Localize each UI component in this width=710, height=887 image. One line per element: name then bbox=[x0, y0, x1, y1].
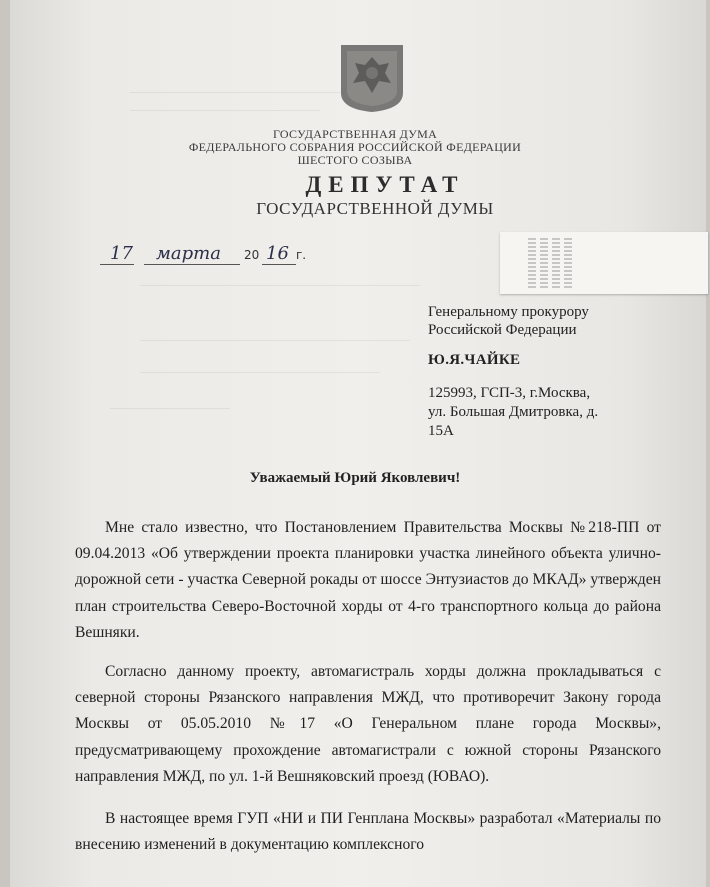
org-name-line3: ШЕСТОГО СОЗЫВА bbox=[297, 153, 413, 167]
date-underline bbox=[262, 264, 296, 265]
stamp-text-column bbox=[552, 238, 560, 288]
org-name-line1: ГОСУДАРСТВЕННАЯ ДУМА bbox=[272, 127, 438, 141]
addressee-name: Ю.Я.ЧАЙКЕ bbox=[428, 352, 521, 368]
date-year-prefix: 20 bbox=[244, 248, 260, 262]
addressee-position-line2: Российской Федерации bbox=[428, 322, 577, 338]
greeting: Уважаемый Юрий Яковлевич! bbox=[249, 470, 461, 486]
document-subtitle: ГОСУДАРСТВЕННОЙ ДУМЫ bbox=[256, 199, 494, 218]
stamp-text-column bbox=[540, 238, 548, 288]
body-paragraph: Согласно данному проекту, автомагистраль хорды должна прокладываться с северной стороны Рязанского направления МЖД, что противоречит Закону города Москвы от 05.05.2010 №17 «О Генеральном плане города Москвы», предусматривающему прохождение автомагистрали с южной стороны Рязанского направления МЖД, по ул. 1-й Вешняковский проезд (ЮВАО). bbox=[75, 663, 661, 785]
bleed-through-line bbox=[140, 372, 380, 373]
date-underline bbox=[144, 264, 240, 265]
addressee-address-line3: 15А bbox=[428, 423, 454, 439]
document-title: ДЕПУТАТ bbox=[305, 172, 465, 197]
body-paragraph: В настоящее время ГУП «НИ и ПИ Генплана Москвы» разработал «Материалы по внесению изменений в документацию комплексного bbox=[75, 810, 661, 854]
stamp-text-column bbox=[564, 238, 572, 288]
bleed-through-line bbox=[130, 92, 340, 93]
registration-stamp bbox=[500, 232, 708, 294]
addressee-position-line1: Генеральному прокурору bbox=[428, 304, 589, 320]
bleed-through-line bbox=[130, 110, 320, 111]
date-day: 17 bbox=[110, 243, 133, 264]
date-year-marker: г. bbox=[296, 248, 307, 262]
date-underline bbox=[100, 264, 134, 265]
body-paragraph: Мне стало известно, что Постановлением Правительства Москвы №218-ПП от 09.04.2013 «Об утверждении проекта планировки участка линейного объекта улично-дорожной сети - участка Северной рокады от шоссе Энтузиастов до МКАД» утвержден план строительства Северо-Восточной хорды от 4-го транспортного кольца до района Вешняки. bbox=[75, 519, 661, 641]
bleed-through-line bbox=[140, 340, 410, 341]
coat-of-arms-icon bbox=[339, 43, 405, 113]
document-date bbox=[100, 244, 310, 268]
addressee-address-line1: 125993, ГСП-3, г.Москва, bbox=[428, 385, 591, 401]
org-name-line2: ФЕДЕРАЛЬНОГО СОБРАНИЯ РОССИЙСКОЙ ФЕДЕРАЦИИ bbox=[188, 140, 522, 154]
addressee-address-line2: ул. Большая Дмитровка, д. bbox=[428, 404, 599, 420]
date-month: марта bbox=[156, 243, 221, 264]
date-year-suffix: 16 bbox=[266, 243, 289, 264]
stamp-text-column bbox=[528, 238, 536, 288]
bleed-through-line bbox=[110, 408, 230, 409]
bleed-through-line bbox=[140, 285, 420, 286]
